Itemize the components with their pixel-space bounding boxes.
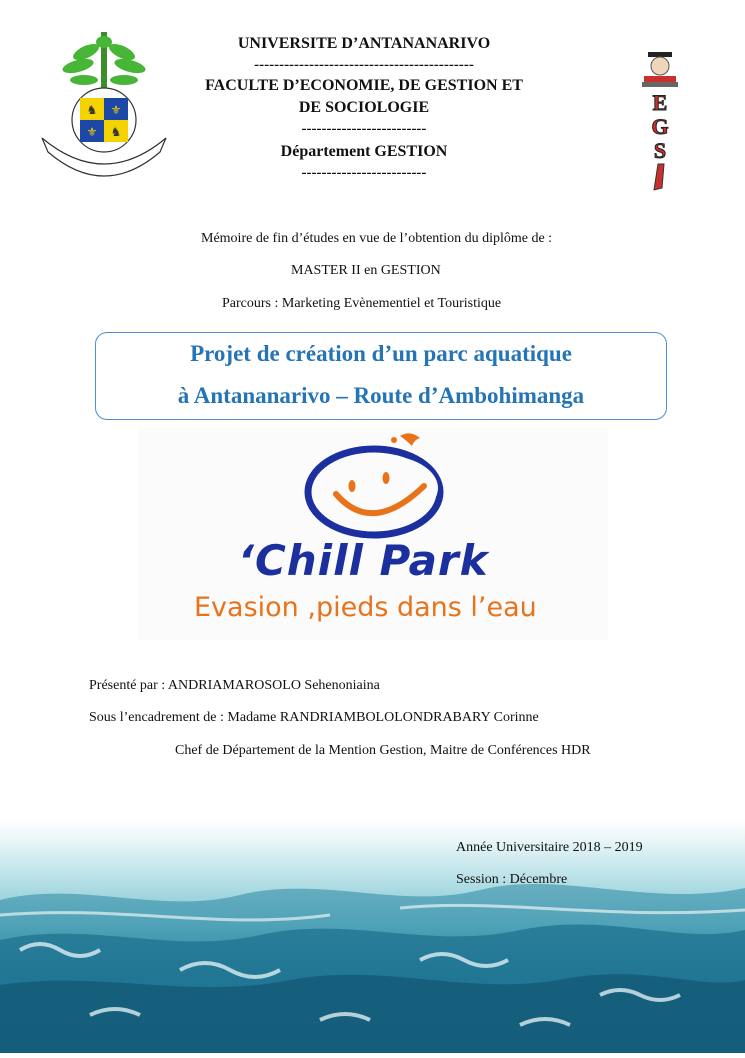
park-slogan: Evasion ,pieds dans l’eau [194,592,537,623]
egs-logo-icon [640,48,680,193]
divider-mid: ------------------------- [301,121,427,137]
svg-text:♞: ♞ [110,125,122,139]
academic-year: Année Universitaire 2018 – 2019 [456,840,643,855]
svg-text:♞: ♞ [86,103,98,117]
presented-by: Présenté par : ANDRIAMAROSOLO Sehenoniaina [89,678,380,693]
svg-text:G: G [651,114,669,139]
svg-text:⚜: ⚜ [86,125,98,139]
svg-text:⚜: ⚜ [110,103,122,117]
university-name: UNIVERSITE D’ANTANANARIVO [237,35,491,52]
faculty-name-line2: DE SOCIOLOGIE [298,99,430,116]
divider-short: ------------------------- [301,165,427,181]
session: Session : Décembre [456,872,568,887]
title-line1: Projet de création d’un parc aquatique [190,341,572,366]
supervision: Sous l’encadrement de : Madame RANDRIAMBOLOLONDRABARY Corinne [89,710,539,725]
svg-text:S: S [653,138,667,163]
title-box [95,332,667,420]
supervisor-role: Chef de Département de la Mention Gestion, Maitre de Conférences HDR [175,743,591,758]
title-line2: à Antananarivo – Route d’Ambohimanga [177,383,585,408]
svg-text:E: E [652,90,668,115]
divider-long: -------------------------------------------- [254,57,474,73]
degree-track: Parcours : Marketing Evènementiel et Touristique [222,296,502,311]
park-logo [138,428,608,640]
degree-intro: Mémoire de fin d’études en vue de l’obtention du diplôme de : [201,231,553,246]
degree-diploma: MASTER II en GESTION [291,263,441,278]
egs-logo [640,48,680,193]
header-block [150,33,578,183]
department-name: Département GESTION [280,143,448,160]
faculty-name-line1: FACULTE D’ECONOMIE, DE GESTION ET [205,77,523,94]
park-name: ‘Chill Park [238,536,489,585]
